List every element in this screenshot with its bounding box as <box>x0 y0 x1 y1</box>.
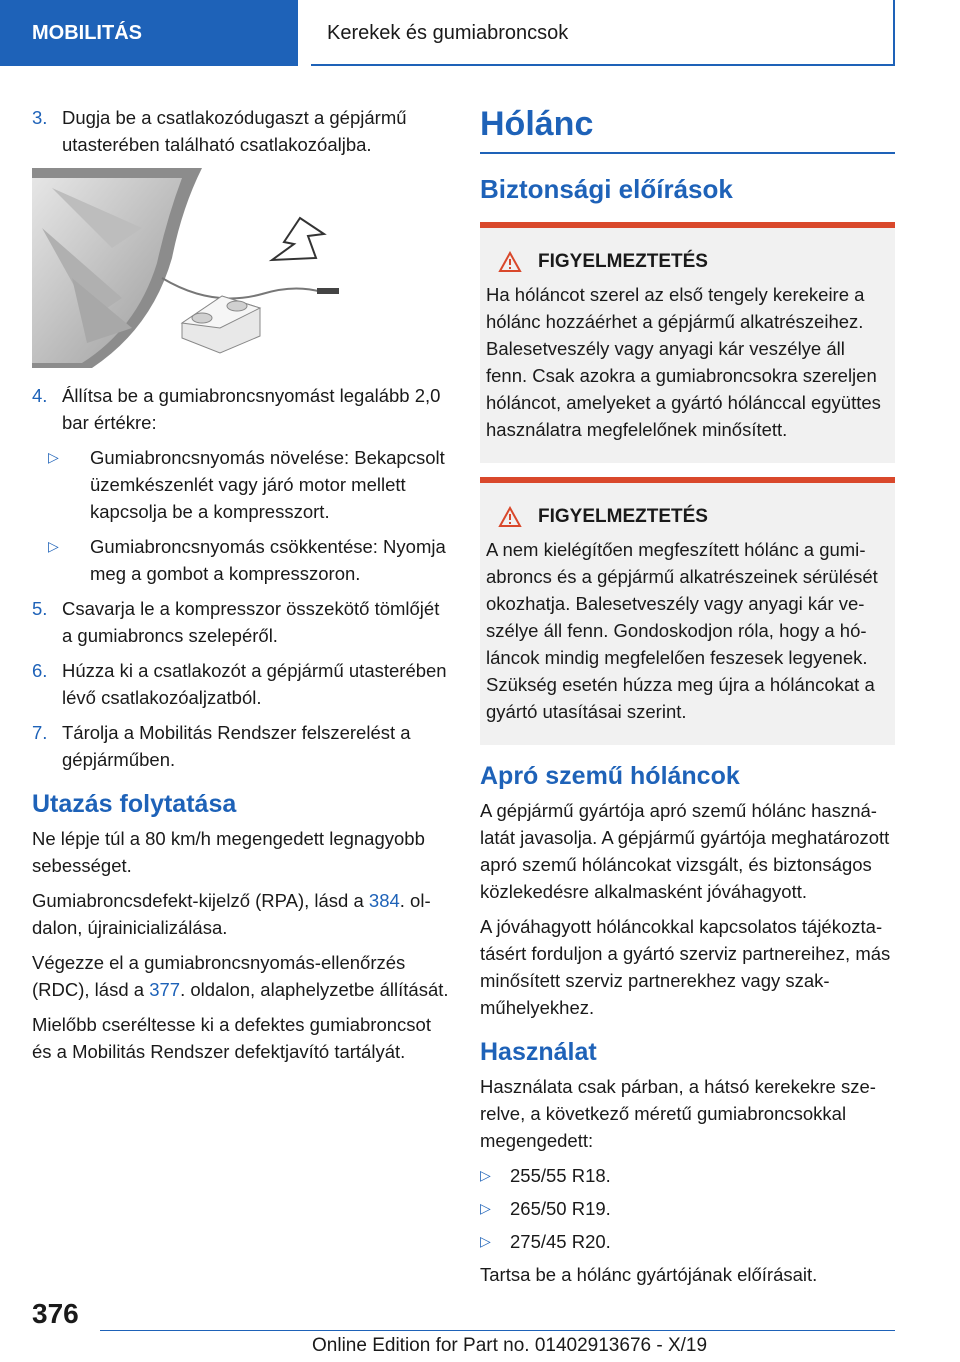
fine-paragraph-1: A gépjármű gyártója apró szemű hólánc használatát javasolja. A gépjármű gyártója meghatározott apró szemű hóláncokat vizsgált, és biztonságos közlekedésre alkalmasként jóváhagyott. <box>480 800 890 902</box>
warning-triangle-icon <box>498 251 522 273</box>
step-5 <box>32 595 450 649</box>
fine-paragraph-2: A jóváhagyott hóláncokkal kapcsolatos tájékoztatásért forduljon a gyártó szerviz partnereihez, más minősített szerviz partnerekhez vagy szakműhelyekhez. <box>480 916 891 1018</box>
warning-text: A nem kielégítően megfeszített hólánc a gumiabroncs és a gépjármű alkatrészeinek sérülését okozhatja. Balesetveszély vagy anyagi kár veszélye áll fenn. Gondoskodjon róla, hogy a hóláncok mindig megfelelően feszesek legyenek. Szükség esetén húzza meg újra a hóláncokat a gyártó utasításai szerint. <box>486 539 878 722</box>
left-column <box>32 104 450 1073</box>
step-4 <box>32 382 450 436</box>
bullet-text: Gumiabroncsnyomás növelése: Bekapcsolt üzemkészenlét vagy járó motor mellett kapcsolja be a kompresszort. <box>90 447 445 522</box>
chapter-tab[interactable] <box>311 0 895 66</box>
bullet-triangle-icon: ▷ <box>48 449 59 465</box>
header-rule <box>311 64 895 66</box>
size-item: ▷ 255/55 R18. <box>480 1162 895 1189</box>
section-tab[interactable] <box>0 0 298 66</box>
closing-paragraph: Tartsa be a hólánc gyártójának előírásait. <box>480 1264 818 1285</box>
right-column <box>480 104 895 1296</box>
compressor-illustration <box>32 168 450 368</box>
bullet-item <box>48 533 450 587</box>
step-3 <box>32 104 450 158</box>
speed-paragraph: Ne lépje túl a 80 km/h megengedett legnagyobb sebességet. <box>32 828 425 876</box>
edition-footer: Online Edition for Part no. 01402913676 - X/19 <box>312 1335 708 1356</box>
page-title: Hólánc <box>480 104 895 154</box>
size-item: ▷ 265/50 R19. <box>480 1195 895 1222</box>
bullet-triangle-icon: ▷ <box>48 538 59 554</box>
bullet-triangle-icon: ▷ <box>480 1233 491 1249</box>
bullet-triangle-icon: ▷ <box>480 1200 491 1216</box>
warning-box <box>480 222 895 463</box>
section-label: MOBILITÁS <box>32 21 142 44</box>
step-text: Dugja be a csatlakozódugaszt a gépjármű utasterében található csatlakozóaljba. <box>62 107 407 155</box>
page-number: 376 <box>32 1298 79 1329</box>
step-number: 3. <box>32 107 48 128</box>
fine-chain-heading: Apró szemű hóláncok <box>480 762 740 790</box>
step-text: Csavarja le a kompresszor összekötő tömlőjét a gumiabroncs szelepéről. <box>62 598 440 646</box>
warning-text: Ha hóláncot szerel az első tengely kerekeire a hólánc hozzáérhet a gépjármű alkatrészeihez. Balesetveszély vagy anyagi kár veszélye áll fenn. Csak azokra a gumiabroncsokra szereljen hóláncot, amelyeket a gyártó hólánccal együttes használatra megfelelőnek minősített. <box>486 284 881 440</box>
chapter-label: Kerekek és gumiabroncsok <box>327 21 569 44</box>
step-number: 4. <box>32 385 48 406</box>
size-item: ▷ 275/45 R20. <box>480 1228 895 1255</box>
replace-paragraph: Mielőbb cseréltesse ki a defektes gumiabroncsot és a Mobilitás Rendszer defektjavító tartályát. <box>32 1014 431 1062</box>
bullet-item <box>48 444 450 525</box>
warning-label: FIGYELMEZTETÉS <box>538 506 708 527</box>
rdc-paragraph: Végezze el a gumiabroncsnyomás-ellenőrzés (RDC), lásd a 377. oldalon, alaphelyzetbe állítását. <box>32 952 449 1000</box>
page-ref-link[interactable]: 384 <box>368 890 400 911</box>
use-paragraph: Használata csak párban, a hátsó kerekekre szerelve, a következő méretű gumiabroncsokkal megengedett: <box>480 1076 876 1151</box>
step-6 <box>32 657 450 711</box>
use-heading: Használat <box>480 1038 597 1066</box>
continue-heading: Utazás folytatása <box>32 790 237 818</box>
step-text: Állítsa be a gumiabroncsnyomást legalább 2,0 bar értékre: <box>62 385 441 433</box>
step-7 <box>32 719 450 773</box>
bullet-text: Gumiabroncsnyomás csökkentése: Nyomja meg a gombot a kompresszoron. <box>90 536 446 584</box>
step-number: 5. <box>32 598 48 619</box>
step-number: 7. <box>32 722 48 743</box>
rpa-paragraph: Gumiabroncsdefekt-kijelző (RPA), lásd a 384. oldalon, újrainicializálása. <box>32 890 431 938</box>
step-text: Húzza ki a csatlakozót a gépjármű utasterében lévő csatlakozóaljzatból. <box>62 660 447 708</box>
step-text: Tárolja a Mobilitás Rendszer felszerelést a gépjárműben. <box>62 722 411 770</box>
warning-label: FIGYELMEZTETÉS <box>538 251 708 272</box>
page-ref-link[interactable]: 377 <box>149 979 181 1000</box>
step-number: 6. <box>32 660 48 681</box>
bullet-triangle-icon: ▷ <box>480 1167 491 1183</box>
warning-box <box>480 477 895 745</box>
footer-rule <box>100 1330 895 1331</box>
warning-triangle-icon <box>498 506 522 528</box>
safety-heading: Biztonsági előírások <box>480 174 733 204</box>
